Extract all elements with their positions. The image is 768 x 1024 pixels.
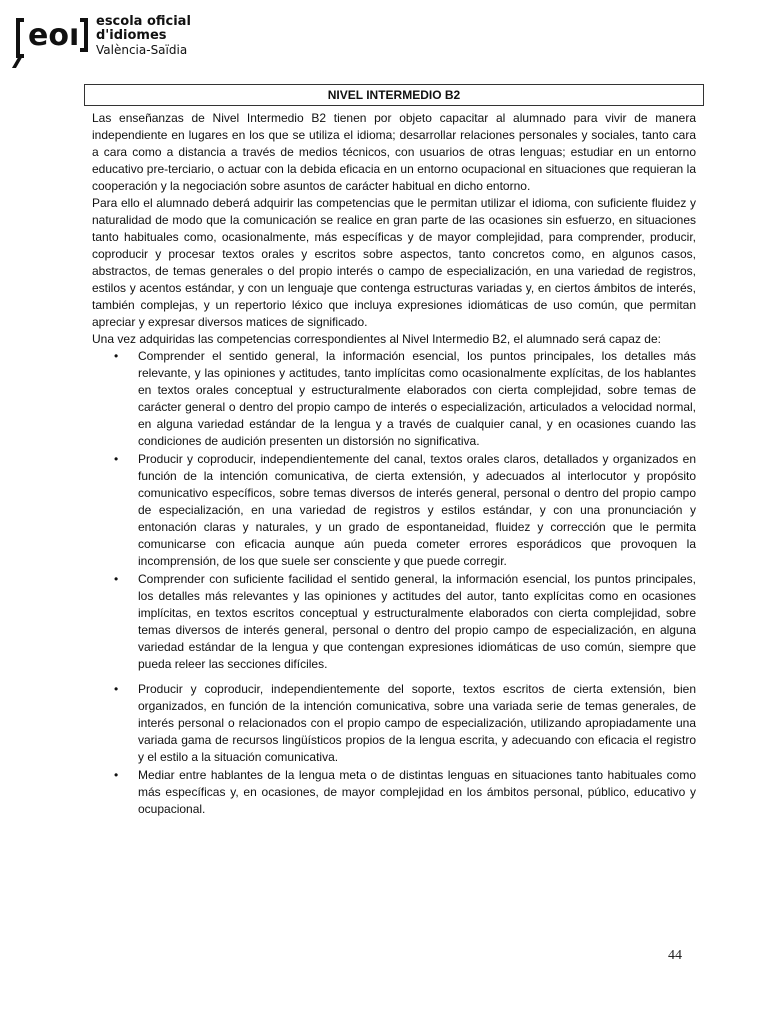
school-logo <box>16 14 191 58</box>
list-item-text: Comprender con suficiente facilidad el sentido general, la información esencial, los puntos principales, los detalles más relevantes y las opiniones y actitudes del autor, tanto explícitas como en ocasiones implícitas, en textos escritos conceptual y estructuralmente elaborados con cierta complejidad, sobre temas diversos de interés general, personal o dentro del propio campo de especialización, en alguna variedad estándar de la lengua y que contengan expresiones idiomáticas de uso común, siempre que pueda releer las secciones difíciles. <box>138 572 696 671</box>
outcomes-list <box>92 348 696 818</box>
list-item-text: Comprender el sentido general, la información esencial, los puntos principales, los detalles más relevante, y las opiniones y actitudes, tanto implícitas como ocasionalmente explícitas, de los hablantes en textos orales conceptual y estructuralmente elaborados con cierta complejidad, sobre temas de carácter general o dentro del propio campo de interés o especialización, articulados a velocidad normal, en alguna variedad estándar de la lengua y a través de cualquier canal, y en ocasiones cuando las condiciones de audición presenten un distorsión no significativa. <box>138 349 696 448</box>
list-item <box>92 681 696 766</box>
competences-paragraph: Para ello el alumnado deberá adquirir las competencias que le permitan utilizar el idioma, con suficiente fluidez y naturalidad de modo que la comunicación se realice en gran parte de las ocasiones sin esfuerzo, en situaciones tanto habituales como, ocasionalmente, más específicas y de mayor complejidad, para comprender, producir, coproducir y procesar textos orales y escritos sobre aspectos, tanto concretos como, en algunos casos, abstractos, de temas generales o del propio interés o campo de especialización, en una variedad de registros, estilos y acentos estándar, y con un lenguaje que contenga estructuras variadas y, en ciertos ámbitos de interés, también complejas, y un repertorio léxico que incluya expresiones idiomáticas de uso común, que permitan apreciar y expresar diversos matices de significado. <box>92 196 696 329</box>
list-item <box>92 348 696 450</box>
logo-mark-text: eoı <box>28 18 80 53</box>
list-item <box>92 571 696 673</box>
bullet-icon: • <box>114 349 119 363</box>
logo-bracket-right <box>80 18 88 52</box>
bullet-icon: • <box>114 682 119 696</box>
list-item <box>92 767 696 818</box>
outcomes-lead-paragraph: Una vez adquiridas las competencias correspondientes al Nivel Intermedio B2, el alumnado será capaz de: <box>92 332 661 346</box>
page-number: 44 <box>668 948 682 963</box>
section-title: NIVEL INTERMEDIO B2 <box>84 84 704 106</box>
logo-text <box>96 15 191 57</box>
document-body <box>92 110 696 818</box>
bullet-icon: • <box>114 572 119 586</box>
list-item <box>92 451 696 570</box>
logo-line-2: d'idiomes <box>96 28 167 43</box>
logo-bracket-left <box>16 18 24 58</box>
logo-line-3: València-Saïdia <box>96 43 188 57</box>
bullet-icon: • <box>114 768 119 782</box>
intro-paragraph: Las enseñanzas de Nivel Intermedio B2 tienen por objeto capacitar al alumnado para vivir de manera independiente en lugares en los que se utiliza el idioma; desarrollar relaciones personales y sociales, tanto cara a cara como a distancia a través de medios técnicos, con usuarios de otras lenguas; estudiar en un entorno educativo pre-terciario, o actuar con la debida eficacia en un entorno ocupacional en situaciones que requieran la cooperación y la negociación sobre asuntos de carácter habitual en dicho entorno. <box>92 111 696 193</box>
list-item-text: Producir y coproducir, independientemente del canal, textos orales claros, detallados y organizados en función de la intención comunicativa, de cierta extensión, y adecuados al interlocutor y propósito comunicativo específicos, sobre temas diversos de interés general, personal o dentro del propio campo de especialización, en una variedad de registros y estilos estándar, y con una pronunciación y entonación claras y naturales, y un grado de espontaneidad, fluidez y corrección que le permita comunicarse con eficacia aunque aún pueda cometer errores esporádicos que provoquen la incomprensión, de los que suele ser consciente y que puede corregir. <box>138 452 696 568</box>
list-item-text: Producir y coproducir, independientemente del soporte, textos escritos de cierta extensión, bien organizados, en función de la intención comunicativa, sobre una variada serie de temas generales, de interés personal o relacionados con el propio campo de especialización, utilizando apropiadamente una variada gama de recursos lingüísticos propios de la lengua escrita, y adecuando con eficacia el registro y el estilo a la situación comunicativa. <box>138 682 696 764</box>
bullet-icon: • <box>114 452 119 466</box>
list-item-text: Mediar entre hablantes de la lengua meta o de distintas lenguas en situaciones tanto habituales como más específicas y, en ocasiones, de mayor complejidad en los ámbitos personal, público, educativo y ocupacional. <box>138 768 696 816</box>
eoi-logo-mark <box>16 14 88 58</box>
logo-line-1: escola oficial <box>96 14 191 29</box>
